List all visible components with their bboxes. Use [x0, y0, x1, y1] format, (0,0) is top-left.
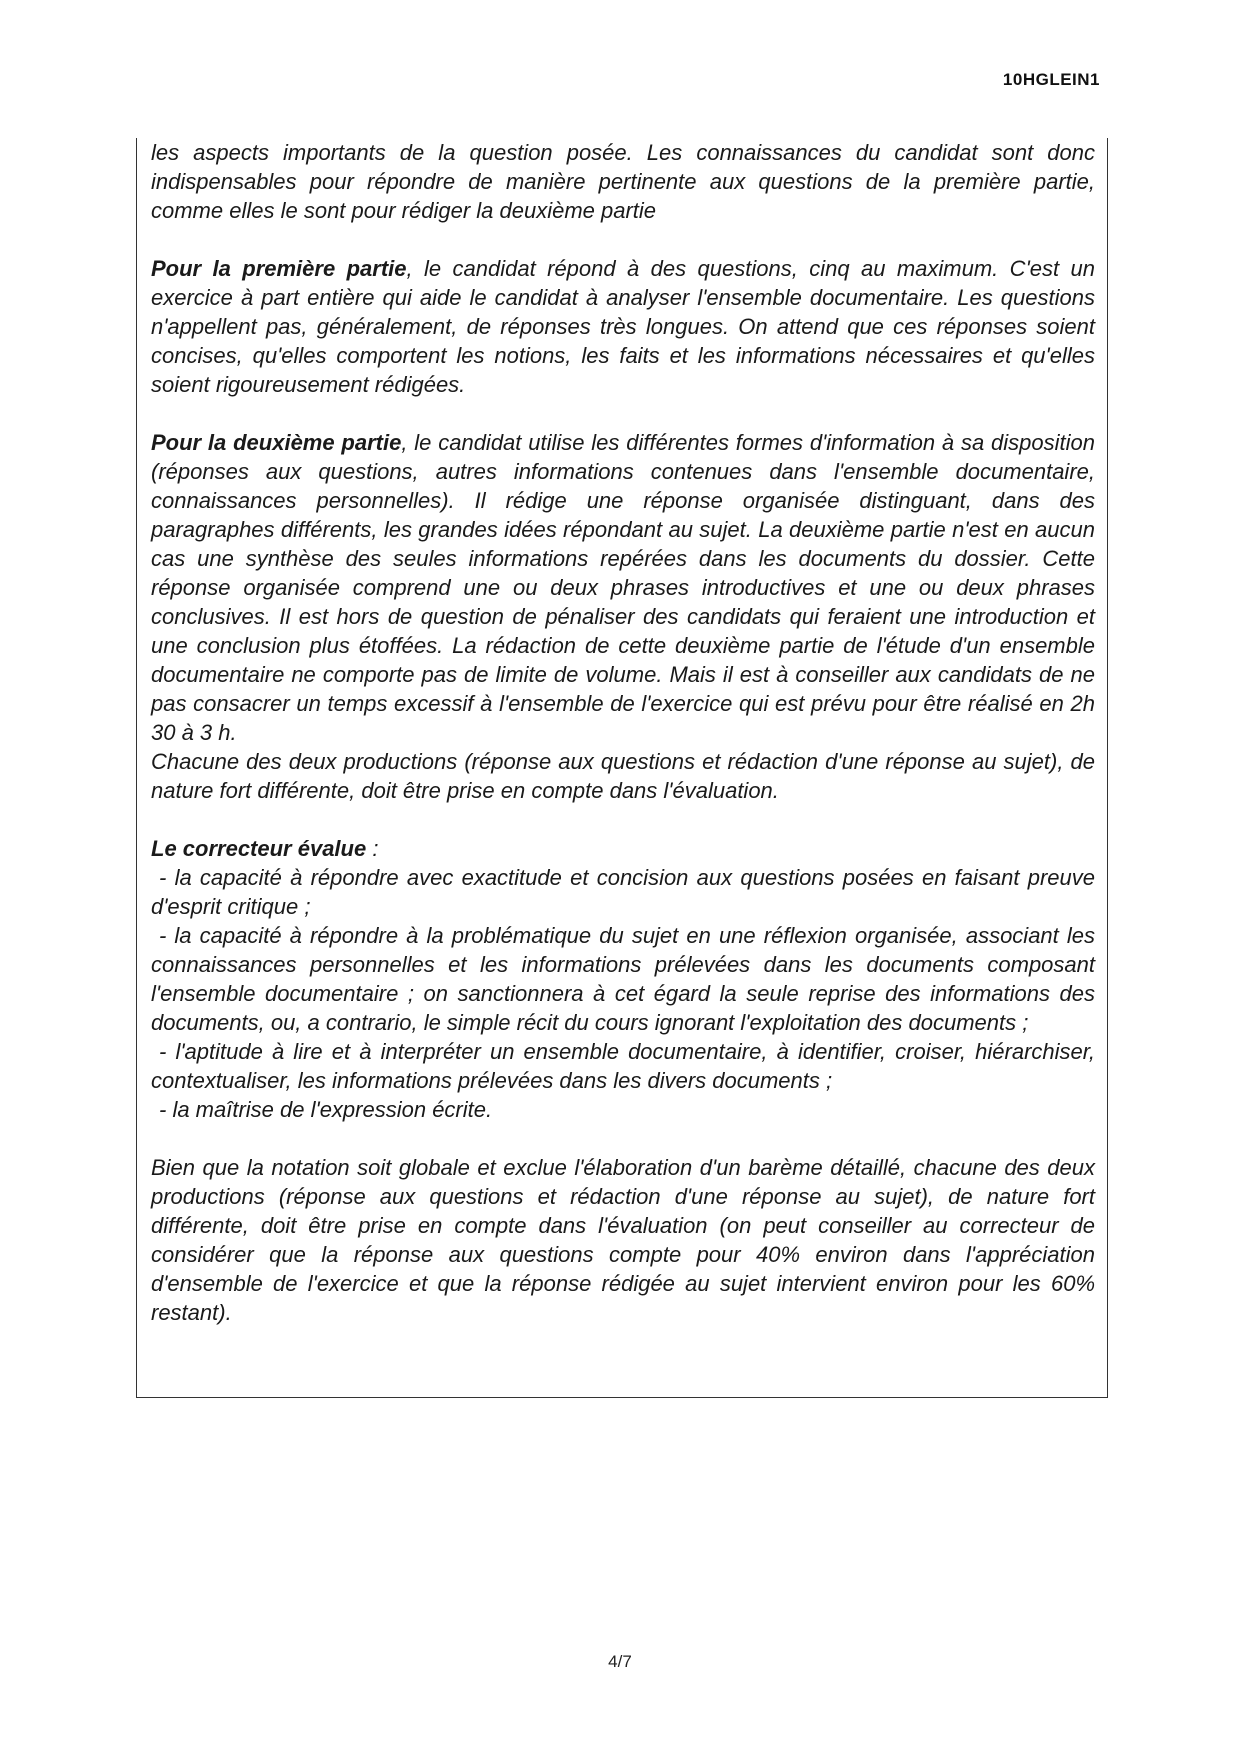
evaluation-item-4	[151, 1095, 1095, 1124]
evaluation-heading: Le correcteur évalue	[151, 836, 367, 861]
intro-paragraph: les aspects importants de la question posée. Les connaissances du candidat sont donc indispensables pour répondre de manière pertinente aux questions de la première partie, comme elles le sont pour rédiger la deuxième partie	[151, 140, 1095, 223]
document-code: 10HGLEIN1	[1002, 70, 1100, 89]
evaluation-heading-line	[151, 834, 1095, 863]
part2-paragraph	[151, 428, 1095, 747]
part1-text: , le candidat répond à des questions, cinq au maximum. C'est un exercice à part entière qui aide le candidat à analyser l'ensemble documentaire. Les questions n'appellent pas, généralement, de réponses très longues. On attend que ces réponses soient concises, qu'elles comportent les notions, les faits et les informations nécessaires et qu'elles soient rigoureusement rédigées.	[151, 256, 1095, 397]
part1-paragraph	[151, 254, 1095, 399]
evaluation-heading-suffix: :	[366, 836, 379, 861]
evaluation-item-3	[151, 1037, 1095, 1095]
part2-followup: Chacune des deux productions (réponse aux questions et rédaction d'une réponse au sujet), de nature fort différente, doit être prise en compte dans l'évaluation.	[151, 749, 1095, 803]
list-item: - la maîtrise de l'expression écrite.	[159, 1097, 493, 1122]
list-item: - la capacité à répondre avec exactitude et concision aux questions posées en faisant preuve d'esprit critique ;	[151, 865, 1095, 919]
list-item: - l'aptitude à lire et à interpréter un ensemble documentaire, à identifier, croiser, hiérarchiser, contextualiser, les informations prélevées dans les divers documents ;	[151, 1039, 1095, 1093]
evaluation-item-1	[151, 863, 1095, 921]
part2-heading: Pour la deuxième partie	[151, 430, 402, 455]
page-number: 4/7	[608, 1652, 632, 1671]
evaluation-item-2	[151, 921, 1095, 1037]
part2-text: , le candidat utilise les différentes formes d'information à sa disposition (réponses aux questions, autres informations contenues dans l'ensemble documentaire, connaissances personnelles). Il rédige une réponse organisée distinguant, dans des paragraphes différents, les grandes idées répondant au sujet. La deuxième partie n'est en aucun cas une synthèse des seules informations repérées dans les documents du dossier. Cette réponse organisée comprend une ou deux phrases introductives et une ou deux phrases conclusives. Il est hors de question de pénaliser des candidats qui feraient une introduction et une conclusion plus étoffées. La rédaction de cette deuxième partie de l'étude d'un ensemble documentaire ne comporte pas de limite de volume. Mais il est à conseiller aux candidats de ne pas consacrer un temps excessif à l'ensemble de l'exercice qui est prévu pour être réalisé en 2h 30 à 3 h.	[151, 430, 1096, 745]
content-frame	[136, 138, 1108, 1398]
conclusion-paragraph: Bien que la notation soit globale et exclue l'élaboration d'un barème détaillé, chacune des deux productions (réponse aux questions et rédaction d'une réponse au sujet), de nature fort différente, doit être prise en compte dans l'évaluation (on peut conseiller au correcteur de considérer que la réponse aux questions compte pour 40% environ dans l'appréciation d'ensemble de l'exercice et que la réponse rédigée au sujet intervient environ pour les 60% restant).	[151, 1155, 1095, 1325]
part1-heading: Pour la première partie	[151, 256, 407, 281]
list-item: - la capacité à répondre à la problématique du sujet en une réflexion organisée, associant les connaissances personnelles et les informations prélevées dans les documents composant l'ensemble documentaire ; on sanctionnera à cet égard la seule reprise des informations des documents, ou, a contrario, le simple récit du cours ignorant l'exploitation des documents ;	[151, 923, 1095, 1035]
